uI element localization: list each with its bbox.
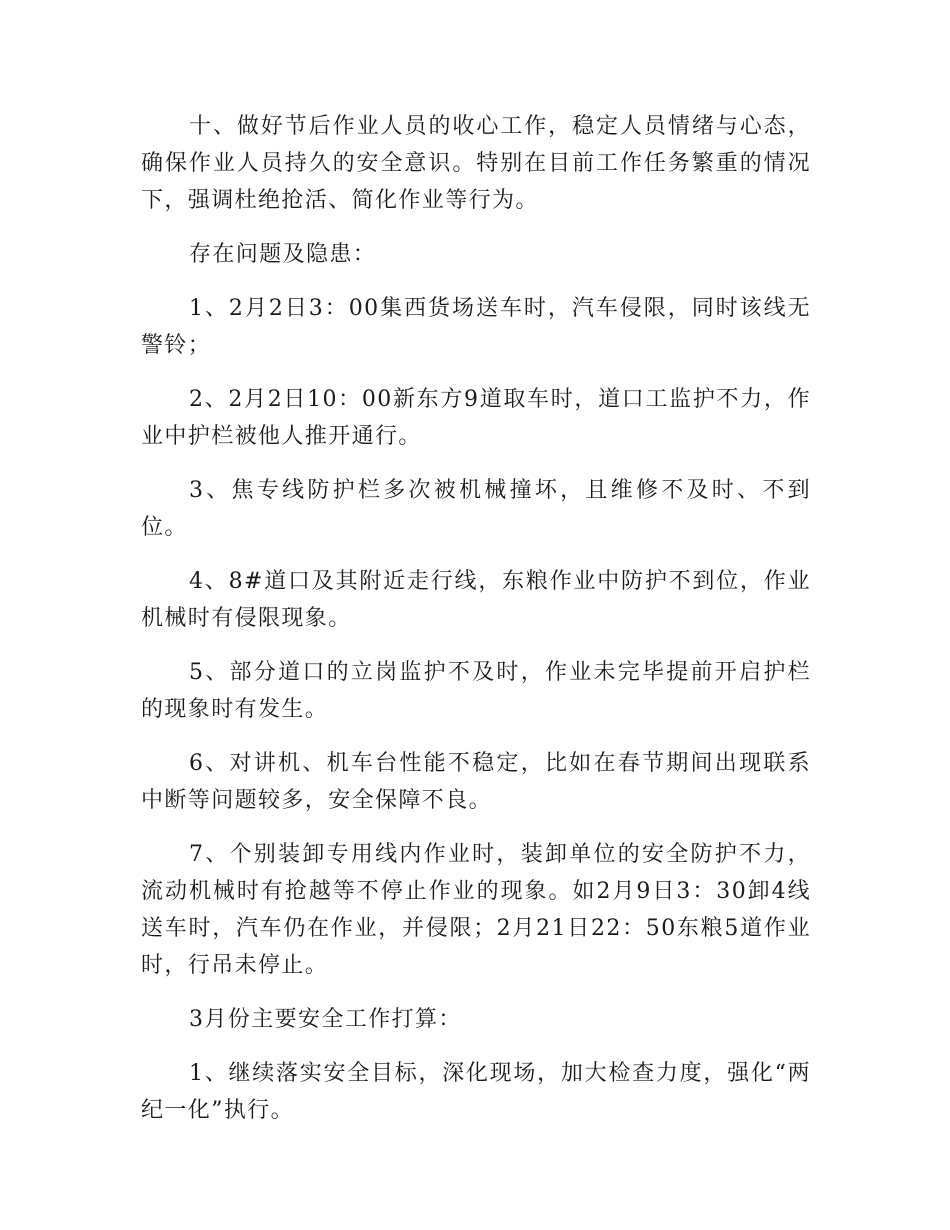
issue-item-5: 5、部分道口的立岗监护不及时，作业未完毕提前开启护栏的现象时有发生。 — [141, 660, 811, 722]
section-heading-march-plan: 3月份主要安全工作打算： — [189, 1007, 462, 1032]
issue-item-6: 6、对讲机、机车台性能不稳定，比如在春节期间出现联系中断等问题较多，安全保障不良。 — [141, 751, 811, 813]
issue-item-7: 7、个别装卸专用线内作业时，装卸单位的安全防护不力，流动机械时有抢越等不停止作业的现象。如2月9日3：30卸4线送车时，汽车仍在作业，并侵限；2月21日22：50东粮5道作业时，行吊未停止。 — [141, 842, 811, 978]
issue-item-2: 2、2月2日10：00新东方9道取车时，道口工监护不力，作业中护栏被他人推开通行。 — [141, 387, 811, 449]
section-heading-issues: 存在问题及隐患： — [189, 242, 377, 267]
issue-item-1: 1、2月2日3：00集西货场送车时，汽车侵限，同时该线无警铃； — [141, 296, 811, 358]
issue-item-3: 3、焦专线防护栏多次被机械撞坏，且维修不及时、不到位。 — [141, 478, 811, 540]
paragraph-item-10: 十、做好节后作业人员的收心工作，稳定人员情绪与心态，确保作业人员持久的安全意识。特别在目前工作任务繁重的情况下，强调杜绝抢活、简化作业等行为。 — [141, 114, 811, 213]
issue-item-4: 4、8#道口及其附近走行线，东粮作业中防护不到位，作业机械时有侵限现象。 — [141, 569, 811, 631]
document-body — [141, 108, 811, 1146]
plan-item-1: 1、继续落实安全目标，深化现场，加大检查力度，强化“两纪一化”执行。 — [141, 1061, 811, 1123]
